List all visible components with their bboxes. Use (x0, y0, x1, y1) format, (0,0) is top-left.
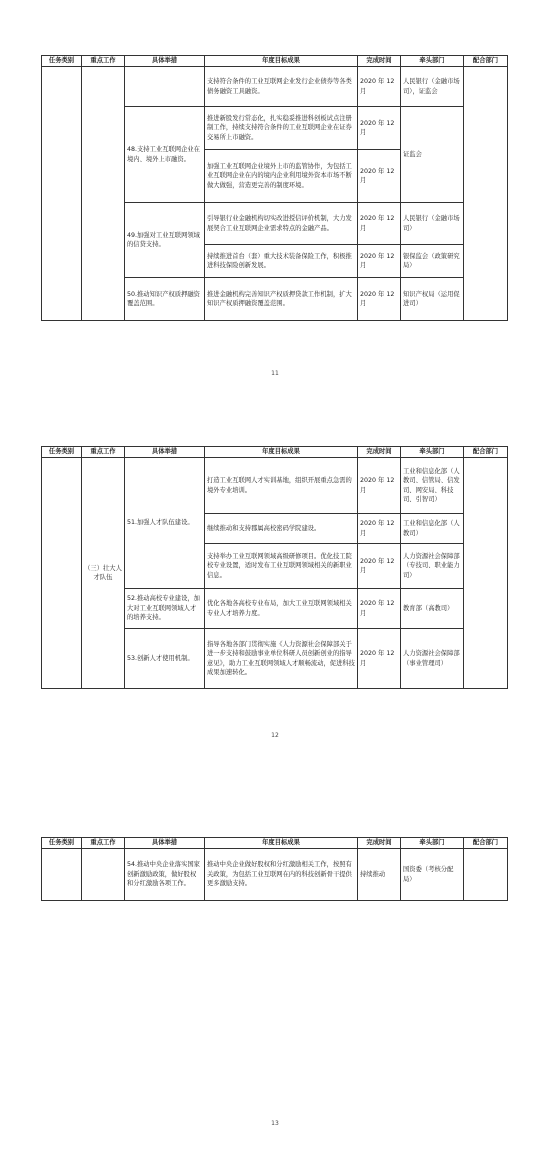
measure-cell (125, 67, 205, 107)
measure-cell: 54.推动中央企业落实国家创新激励政策，做好股权和分红激励各项工作。 (125, 849, 205, 901)
time-cell: 2020 年 12 月 (358, 203, 401, 245)
lead-cell: 证监会 (401, 107, 464, 203)
measure-cell: 53.创新人才使用机制。 (125, 629, 205, 689)
target-cell: 加强工业互联网企业境外上市的监管协作，为包括工业互联网企业在内的境内企业利用境外资本市场不断做大做强，营造更完善的制度环境。 (205, 150, 358, 203)
table-row (42, 458, 508, 514)
measures-table (41, 837, 508, 901)
header-target: 年度目标成果 (205, 56, 358, 67)
header-measure: 具体举措 (125, 56, 205, 67)
target-cell: 推进金融机构完善知识产权质押贷款工作机制，扩大知识产权质押融资覆盖范围。 (205, 278, 358, 321)
header-key-work: 重点工作 (82, 56, 125, 67)
lead-cell: 人力资源社会保障部（事业管理司） (401, 629, 464, 689)
measure-cell: 50.推动知识产权质押融资覆盖范围。 (125, 278, 205, 321)
category-cell (42, 67, 82, 321)
page-number: 12 (271, 732, 279, 739)
header-lead: 牵头部门 (401, 56, 464, 67)
page-number: 11 (271, 370, 279, 377)
page-11 (0, 0, 550, 390)
header-row (42, 56, 508, 67)
measure-cell: 52.推动高校专业建设，加大对工业互联网领域人才的培养支持。 (125, 589, 205, 629)
header-support: 配合部门 (464, 56, 508, 67)
header-target: 年度目标成果 (205, 838, 358, 849)
time-cell: 2020 年 12 月 (358, 589, 401, 629)
time-cell: 2020 年 12 月 (358, 514, 401, 544)
page-number: 13 (271, 1120, 279, 1127)
time-cell: 2020 年 12 月 (358, 67, 401, 107)
header-key-work: 重点工作 (82, 447, 125, 458)
support-cell (464, 458, 508, 689)
key-work-cell (82, 849, 125, 901)
lead-cell: 工业和信息化部（人教司、信管局、信发司、网安局、科技司、引智司） (401, 458, 464, 514)
measure-cell: 49.加强对工业互联网领域的信贷支持。 (125, 203, 205, 278)
target-cell: 优化各地各高校专业布局，加大工业互联网领域相关专业人才培养力度。 (205, 589, 358, 629)
time-cell: 2020 年 12 月 (358, 544, 401, 589)
lead-cell: 知识产权局（运用促进司） (401, 278, 464, 321)
header-category: 任务类别 (42, 838, 82, 849)
time-cell: 2020 年 12 月 (358, 458, 401, 514)
header-measure: 具体举措 (125, 447, 205, 458)
time-cell: 2020 年 12 月 (358, 150, 401, 203)
key-work-cell: （三）壮大人才队伍 (82, 458, 125, 689)
page-13 (0, 780, 550, 1167)
lead-cell: 人民银行（金融市场司），证监会 (401, 67, 464, 107)
measures-table (41, 55, 508, 321)
time-cell: 持续推动 (358, 849, 401, 901)
key-work-cell (82, 67, 125, 321)
header-row (42, 447, 508, 458)
header-time: 完成时间 (358, 447, 401, 458)
measure-cell: 48.支持工业互联网企业在境内、境外上市融资。 (125, 107, 205, 203)
target-cell: 引导银行业金融机构切实改进授信评价机制，大力发展契合工业互联网企业需求特点的金融产品。 (205, 203, 358, 245)
header-row (42, 838, 508, 849)
header-category: 任务类别 (42, 56, 82, 67)
target-cell: 打造工业互联网人才实训基地，组织开展重点急需的境外专业培训。 (205, 458, 358, 514)
header-support: 配合部门 (464, 447, 508, 458)
target-cell: 支持符合条件的工业互联网企业发行企业债券等各类债务融资工具融资。 (205, 67, 358, 107)
lead-cell: 工业和信息化部（人教司） (401, 514, 464, 544)
target-cell: 持续推进首台（套）重大技术装备保险工作，积极推进科技保险创新发展。 (205, 245, 358, 278)
time-cell: 2020 年 12 月 (358, 629, 401, 689)
measures-table (41, 446, 508, 689)
header-time: 完成时间 (358, 56, 401, 67)
target-cell: 继续推动和支持郡属高校密码学院建设。 (205, 514, 358, 544)
support-cell (464, 67, 508, 321)
lead-cell: 银保监会（政策研究局） (401, 245, 464, 278)
header-category: 任务类别 (42, 447, 82, 458)
support-cell (464, 849, 508, 901)
header-support: 配合部门 (464, 838, 508, 849)
target-cell: 推动中央企业做好股权和分红激励相关工作，按照有关政策，为包括工业互联网在内的科技创新骨干提供更多激励支持。 (205, 849, 358, 901)
header-target: 年度目标成果 (205, 447, 358, 458)
header-key-work: 重点工作 (82, 838, 125, 849)
time-cell: 2020 年 12 月 (358, 278, 401, 321)
lead-cell: 人民银行（金融市场司） (401, 203, 464, 245)
lead-cell: 教育部（高教司） (401, 589, 464, 629)
header-lead: 牵头部门 (401, 838, 464, 849)
header-time: 完成时间 (358, 838, 401, 849)
target-cell: 推进新股发行常态化，扎实稳妥推进科创板试点注册制工作，持续支持符合条件的工业互联网企业在证券交易所上市融资。 (205, 107, 358, 150)
time-cell: 2020 年 12 月 (358, 245, 401, 278)
page-12 (0, 390, 550, 780)
category-cell (42, 458, 82, 689)
header-lead: 牵头部门 (401, 447, 464, 458)
lead-cell: 国资委（考核分配局） (401, 849, 464, 901)
measure-cell: 51.加强人才队伍建设。 (125, 458, 205, 589)
lead-cell: 人力资源社会保障部（专技司、职业能力司） (401, 544, 464, 589)
table-row (42, 67, 508, 107)
table-row (42, 849, 508, 901)
header-measure: 具体举措 (125, 838, 205, 849)
time-cell: 2020 年 12 月 (358, 107, 401, 150)
target-cell: 支持举办工业互联网领域高级研修项目。优化技工院校专业设置，适时发布工业互联网领域相关的新职业信息。 (205, 544, 358, 589)
category-cell (42, 849, 82, 901)
target-cell: 指导各地各部门贯彻实施《人力资源社会保障部关于进一步支持和鼓励事业单位科研人员创新创业的指导意见》，助力工业互联网领域人才顺畅流动，促进科技成果加速转化。 (205, 629, 358, 689)
